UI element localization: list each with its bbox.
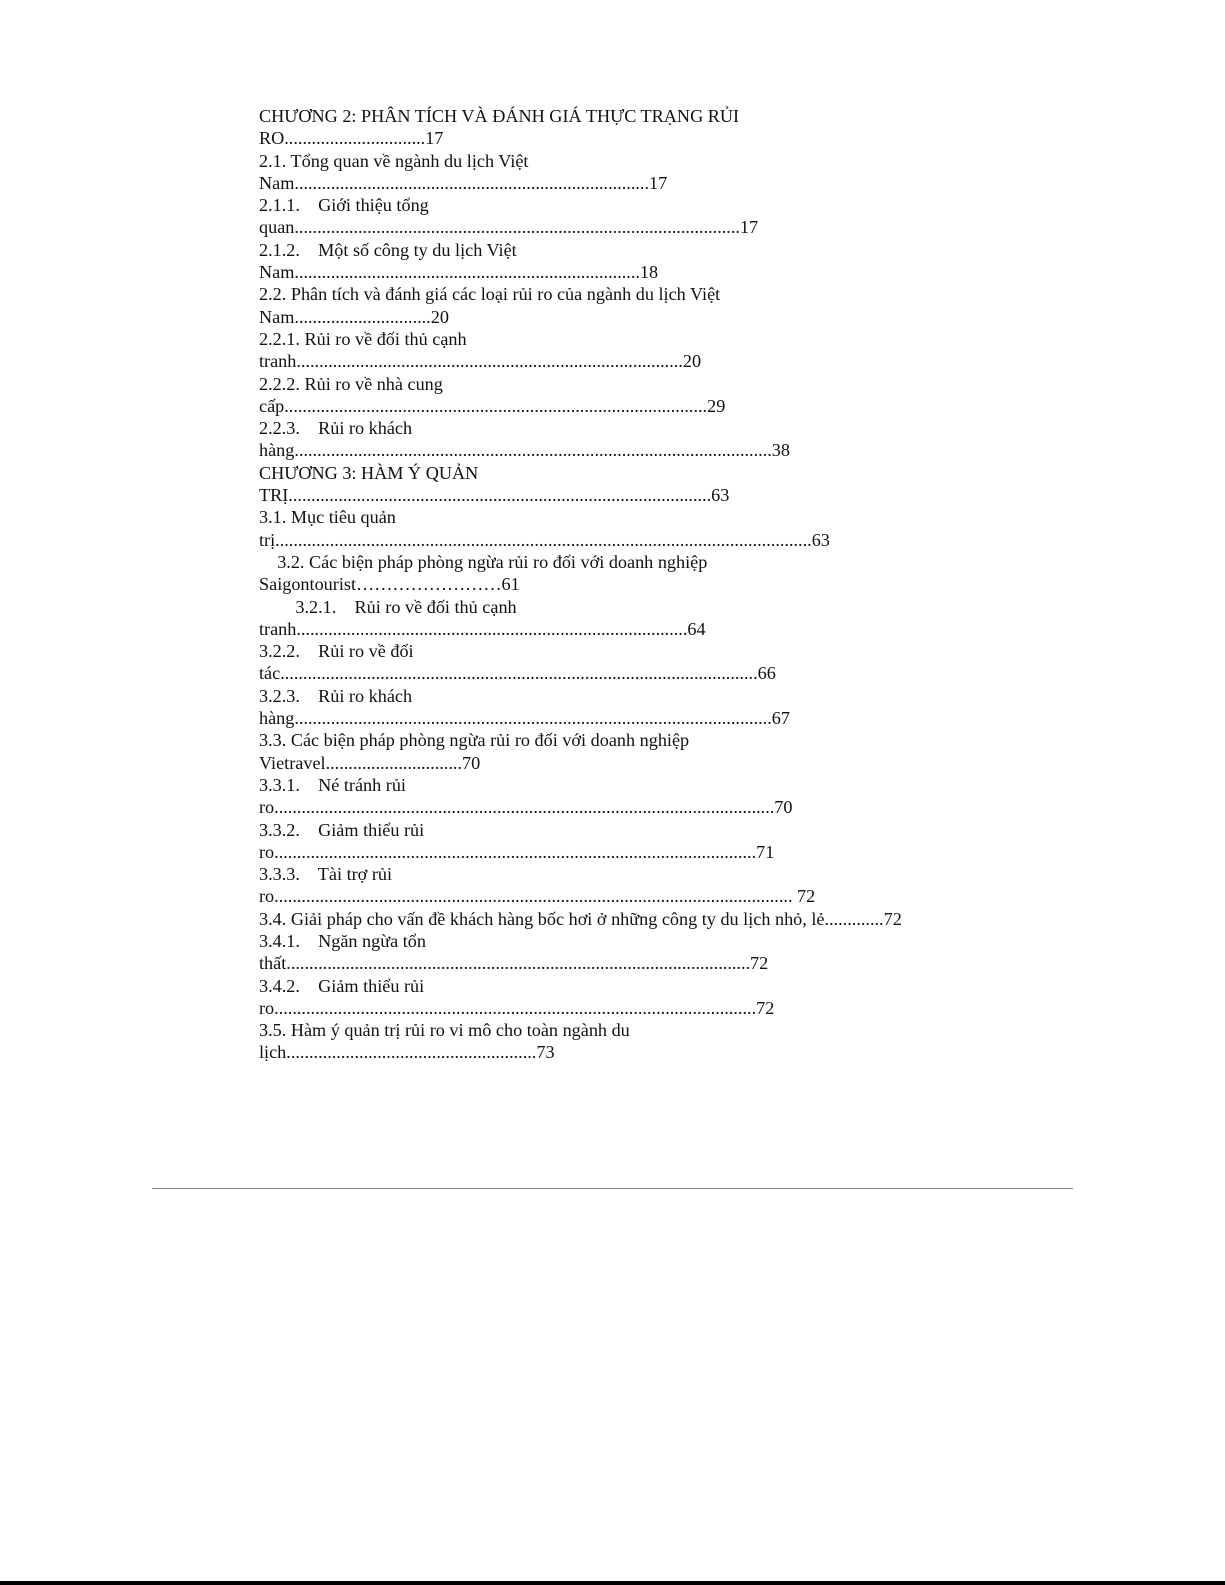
toc-line: tranh.....................................................................................20 bbox=[259, 351, 702, 372]
toc-line: Nam..............................20 bbox=[259, 306, 449, 327]
toc-line: cấp.............................................................................................29 bbox=[259, 395, 726, 416]
toc-line: 3.2.3. Rủi ro khách bbox=[259, 685, 413, 706]
toc-line: tác.........................................................................................................66 bbox=[259, 663, 776, 684]
toc-line: 3.5. Hàm ý quản trị rủi ro vi mô cho toàn ngành du bbox=[259, 1020, 630, 1041]
toc-line: 3.3.3. Tài trợ rủi bbox=[259, 864, 393, 885]
toc-line: Nam............................................................................18 bbox=[259, 262, 659, 283]
toc-line: 3.3.1. Né tránh rủi bbox=[259, 774, 406, 795]
toc-line: CHƯƠNG 3: HÀM Ý QUẢN bbox=[259, 462, 479, 483]
toc-line: 3.4. Giải pháp cho vấn đề khách hàng bốc hơi ở những công ty du lịch nhỏ, lẻ.............72 bbox=[259, 908, 902, 929]
toc-line: trị......................................................................................................................63 bbox=[259, 529, 830, 550]
toc-line: 2.2.1. Rủi ro về đối thủ cạnh bbox=[259, 328, 467, 349]
toc-line: lịch.......................................................73 bbox=[259, 1042, 555, 1063]
toc-line: Saigontourist……………………61 bbox=[259, 574, 520, 595]
toc-line: hàng.........................................................................................................38 bbox=[259, 440, 790, 461]
toc-line: Vietravel..............................70 bbox=[259, 752, 481, 773]
toc-line: 2.2.2. Rủi ro về nhà cung bbox=[259, 373, 443, 394]
toc-line: 2.2. Phân tích và đánh giá các loại rủi ro của ngành du lịch Việt bbox=[259, 284, 721, 305]
toc-line: 2.1.2. Một số công ty du lịch Việt bbox=[259, 239, 517, 260]
table-of-contents bbox=[259, 105, 979, 1064]
toc-line: 3.3.2. Giảm thiểu rủi bbox=[259, 819, 425, 840]
toc-line: ro..........................................................................................................72 bbox=[259, 997, 775, 1018]
toc-line: hàng.........................................................................................................67 bbox=[259, 708, 790, 729]
toc-line: RO...............................17 bbox=[259, 128, 444, 149]
toc-line: 3.2.2. Rủi ro về đối bbox=[259, 641, 414, 662]
bottom-edge bbox=[0, 1581, 1225, 1585]
toc-line: 2.2.3. Rủi ro khách bbox=[259, 418, 413, 439]
toc-line: CHƯƠNG 2: PHÂN TÍCH VÀ ĐÁNH GIÁ THỰC TRẠNG RỦI bbox=[259, 106, 740, 126]
toc-line: 3.2. Các biện pháp phòng ngừa rủi ro đối với doanh nghiệp bbox=[259, 551, 708, 572]
toc-line: ro.................................................................................................................. 72 bbox=[259, 886, 816, 907]
toc-line: TRỊ.............................................................................................63 bbox=[259, 485, 730, 506]
toc-line: 3.3. Các biện pháp phòng ngừa rủi ro đối với doanh nghiệp bbox=[259, 730, 690, 751]
toc-line: 2.1. Tổng quan về ngành du lịch Việt bbox=[259, 150, 529, 171]
toc-line: thất......................................................................................................72 bbox=[259, 953, 769, 974]
toc-line: ro..............................................................................................................70 bbox=[259, 797, 793, 818]
toc-line: 3.4.2. Giảm thiểu rủi bbox=[259, 975, 425, 996]
page-divider bbox=[152, 1188, 1073, 1189]
toc-line: 3.4.1. Ngăn ngừa tổn bbox=[259, 930, 426, 951]
toc-line: ro..........................................................................................................71 bbox=[259, 841, 775, 862]
toc-line: Nam..............................................................................17 bbox=[259, 172, 668, 193]
toc-line: tranh......................................................................................64 bbox=[259, 618, 706, 639]
toc-line: 2.1.1. Giới thiệu tổng bbox=[259, 195, 429, 216]
toc-line: 3.1. Mục tiêu quản bbox=[259, 507, 396, 528]
toc-line: quan..................................................................................................17 bbox=[259, 217, 759, 238]
toc-line: 3.2.1. Rủi ro về đối thủ cạnh bbox=[259, 596, 517, 617]
